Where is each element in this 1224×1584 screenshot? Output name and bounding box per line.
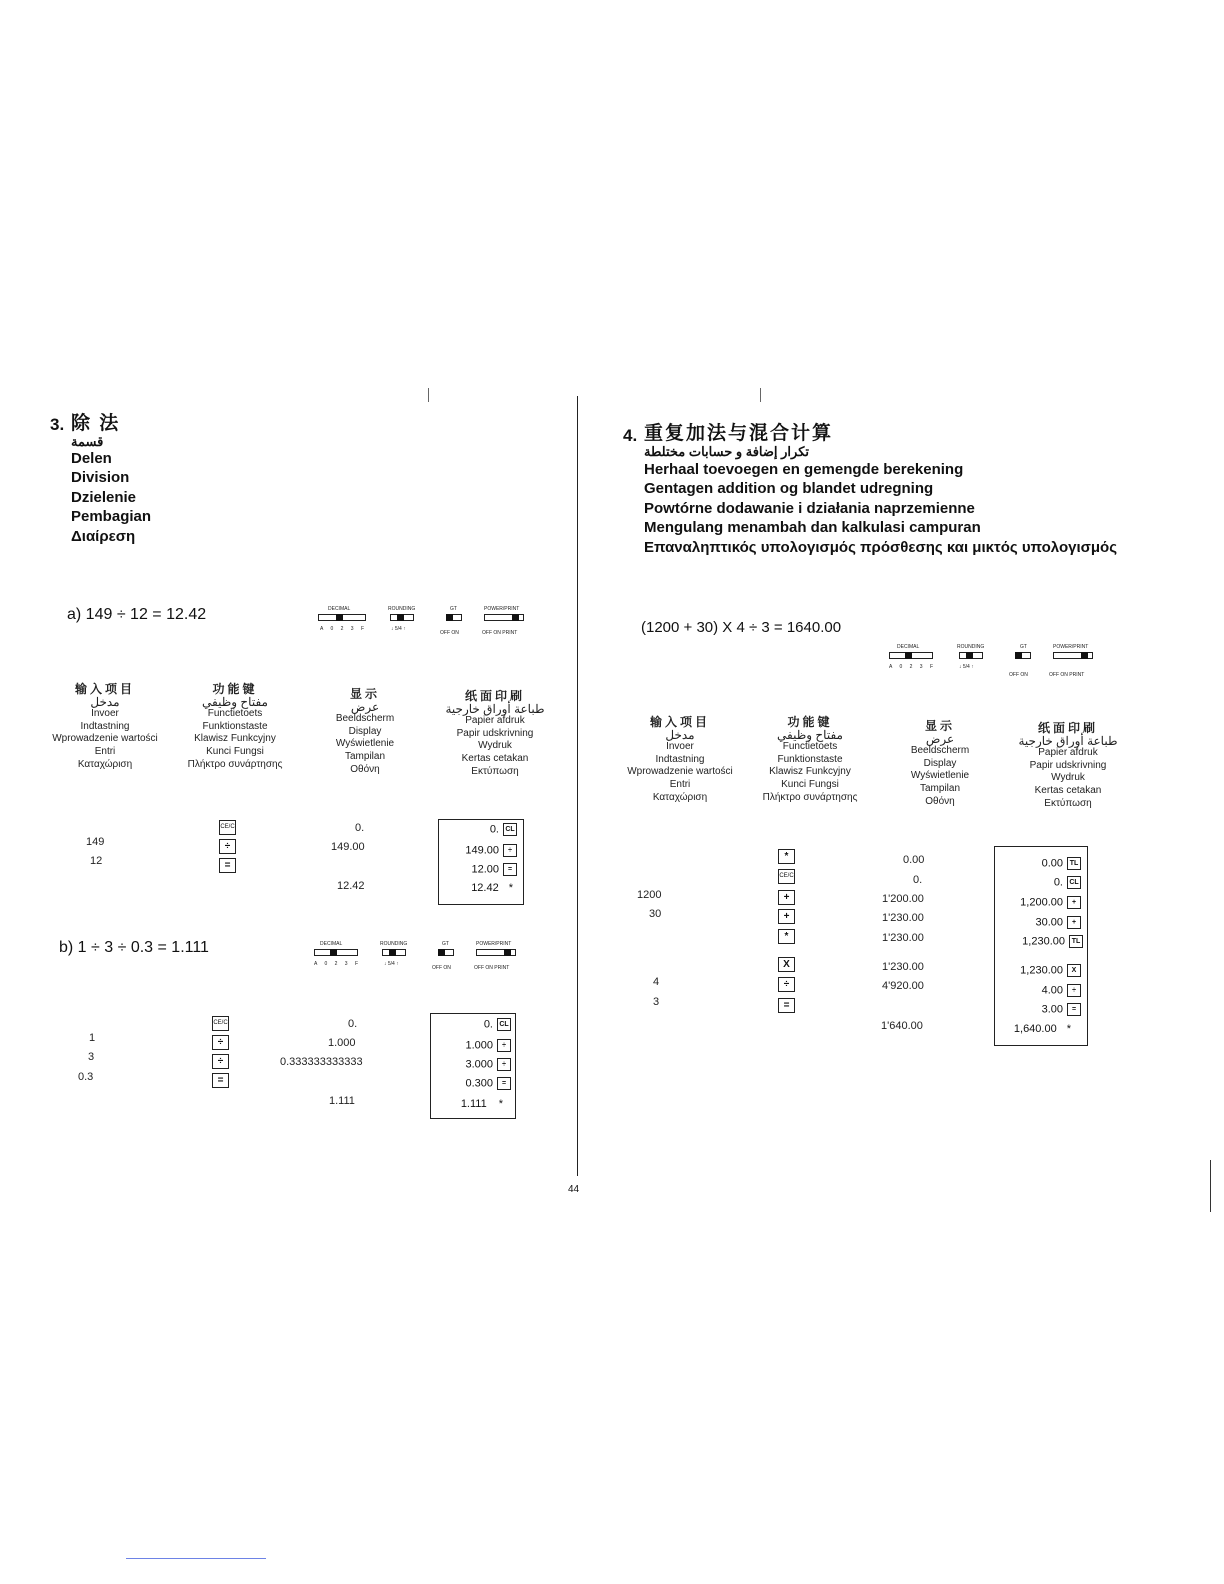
title-danish: Division [71, 469, 130, 486]
header-print-pl: Wydruk [1051, 772, 1085, 784]
title-greek: Διαίρεση [71, 527, 136, 545]
key-total: * [778, 929, 795, 944]
title-chinese: 除 法 [71, 413, 121, 434]
rounding-knob [966, 652, 973, 659]
title-arabic: قسمة [71, 433, 104, 449]
power-knob [512, 614, 519, 621]
key-divide: ÷ [219, 839, 236, 854]
header-print-nl: Papier afdruk [465, 715, 525, 727]
header-display-ar: عرض [925, 731, 955, 746]
title-greek: Επαναληπτικός υπολογισμός πρόσθεσης και μικτός υπολογισμός [644, 538, 1118, 556]
header-print-id: Kertas cetakan [1034, 784, 1102, 796]
print-tape [994, 846, 1088, 1046]
title-danish: Gentagen addition og blandet udregning [644, 480, 934, 497]
display-value: 1.000 [328, 1037, 356, 1049]
gt-label: GT [450, 606, 457, 612]
tape-key: = [497, 1077, 511, 1090]
input-value: 3 [88, 1051, 95, 1063]
header-function-da: Funktionstaste [777, 753, 843, 765]
power-label: POWER/PRINT [1053, 644, 1089, 650]
gt-label: GT [442, 941, 449, 947]
display-value: 0. [355, 822, 365, 834]
decimal-knob [330, 949, 337, 956]
power-ticks: OFF ON PRINT [482, 630, 518, 636]
tape-key: CL [1067, 876, 1081, 889]
header-function-el: Πλήκτρο συνάρτησης [762, 791, 858, 803]
tape-line: 3.000 ÷ [465, 1058, 511, 1071]
header-function-ar: مفتاح وظيفي [202, 694, 268, 709]
header-print-zh: 纸面印刷 [464, 689, 525, 703]
input-value: 149 [86, 836, 105, 848]
key-divide: ÷ [212, 1054, 229, 1069]
key-divide: ÷ [778, 977, 795, 992]
header-function-pl: Klawisz Funkcyjny [194, 733, 276, 745]
header-input-ar: مدخل [90, 694, 120, 709]
decimal-label: DECIMAL [328, 606, 351, 612]
header-print-el: Εκτύπωση [471, 765, 519, 777]
header-input-nl: Invoer [666, 741, 694, 753]
display-value: 0. [348, 1018, 358, 1030]
gt-knob [1015, 652, 1022, 659]
key-multiply: X [778, 957, 795, 972]
input-value: 3 [653, 996, 660, 1008]
header-print-el: Εκτύπωση [1044, 797, 1092, 809]
example-a-equation: a) 149 ÷ 12 = 12.42 [67, 606, 207, 623]
tape-line: 0.300 = [465, 1077, 511, 1090]
header-input-el: Καταχώριση [652, 791, 708, 803]
header-function-id: Kunci Fungsi [206, 745, 264, 757]
key-ce-c: CE/C [778, 869, 795, 884]
tape-line: 30.00 + [1035, 916, 1081, 929]
tape-key: = [1067, 1003, 1081, 1016]
tape-line: 1.111 * [460, 1098, 503, 1110]
display-value: 149.00 [331, 841, 365, 853]
tape-key: TL [1069, 935, 1083, 948]
tape-key: ÷ [503, 844, 517, 857]
header-input [615, 716, 745, 804]
print-tape [430, 1013, 516, 1119]
tape-line: 12.42 * [471, 882, 513, 894]
header-display-pl: Wyświetlenie [910, 770, 970, 782]
header-display-id: Tampilan [344, 750, 386, 762]
print-tape [438, 819, 524, 905]
header-print [1003, 722, 1133, 810]
tape-line: 0. CL [484, 1018, 511, 1031]
input-value: 0.3 [78, 1071, 94, 1083]
tape-line: 4.00 ÷ [1042, 984, 1081, 997]
gt-knob [446, 614, 453, 621]
power-knob [1081, 652, 1088, 659]
key-equals: = [778, 998, 795, 1013]
key-equals: = [212, 1073, 229, 1088]
display-value: 1'230.00 [882, 961, 924, 973]
tape-line: 1.000 ÷ [465, 1039, 511, 1052]
title-chinese: 重复加法与混合计算 [644, 423, 834, 444]
display-value: 1'640.00 [881, 1020, 923, 1032]
header-display-zh: 显示 [349, 687, 380, 701]
header-function-id: Kunci Fungsi [781, 778, 839, 790]
header-display-zh: 显示 [924, 719, 955, 733]
tape-key: TL [1067, 857, 1081, 870]
header-input-zh: 输入项目 [74, 682, 135, 696]
tape-key: CL [503, 823, 517, 836]
switch-panel [887, 644, 1117, 684]
header-display-nl: Beeldscherm [910, 745, 970, 757]
title-dutch: Delen [71, 449, 112, 467]
header-print-da: Papir udskrivning [1029, 759, 1107, 771]
decimal-label: DECIMAL [320, 941, 343, 947]
header-function-da: Funktionstaste [202, 720, 268, 732]
header-function-ar: مفتاح وظيفي [777, 727, 843, 742]
power-ticks: OFF ON PRINT [474, 965, 510, 971]
display-value: 4'920.00 [882, 980, 924, 992]
key-ce-c: CE/C [219, 820, 236, 835]
scan-edge-mark [1210, 1160, 1211, 1212]
display-value: 0.333333333333 [280, 1056, 363, 1068]
header-display-el: Οθόνη [925, 795, 955, 807]
power-knob [504, 949, 511, 956]
tape-line: 3.00 = [1042, 1003, 1081, 1016]
header-display [305, 688, 425, 776]
display-value: 1'230.00 [882, 912, 924, 924]
header-input-ar: مدخل [665, 727, 695, 742]
display-value: 12.42 [337, 880, 365, 892]
power-label: POWER/PRINT [476, 941, 512, 947]
section-titles [71, 414, 151, 546]
gt-ticks: OFF ON [1009, 672, 1028, 678]
key-equals: = [219, 858, 236, 873]
header-display-nl: Beeldscherm [335, 713, 395, 725]
display-value: 1.111 [329, 1095, 355, 1107]
title-indonesian: Mengulang menambah dan kalkulasi campuran [644, 519, 981, 536]
header-print [430, 690, 560, 778]
header-print-nl: Papier afdruk [1038, 747, 1098, 759]
tape-line: 1,230.00 TL [1022, 935, 1083, 948]
tape-key: * [1066, 1023, 1071, 1035]
section-number: 3. [50, 415, 65, 434]
display-value: 0.00 [903, 854, 925, 866]
input-value: 30 [649, 908, 662, 920]
header-function-el: Πλήκτρο συνάρτησης [187, 758, 283, 770]
tape-key: X [1067, 964, 1081, 977]
tape-line: 1,200.00 + [1020, 896, 1081, 909]
decimal-ticks: A 0 2 3 F [320, 626, 368, 632]
title-polish: Dzielenie [71, 488, 137, 506]
decimal-label: DECIMAL [897, 644, 920, 650]
rounding-knob [389, 949, 396, 956]
display-value: 1'230.00 [882, 932, 924, 944]
header-function-zh: 功能键 [787, 715, 833, 729]
header-input [40, 683, 170, 771]
decimal-ticks: A 0 2 3 F [889, 664, 937, 670]
header-function-nl: Functietoets [207, 708, 263, 720]
title-arabic: تكرار إضافة و حسابات مختلطة [644, 443, 810, 459]
power-label: POWER/PRINT [484, 606, 520, 612]
tape-line: 0.00 TL [1042, 857, 1081, 870]
header-input-da: Indtastning [655, 753, 705, 765]
header-print-ar: طباعة أوراق خارجية [1018, 733, 1118, 748]
header-function-pl: Klawisz Funkcyjny [769, 766, 851, 778]
tape-key: ÷ [497, 1058, 511, 1071]
input-value: 1 [89, 1032, 96, 1044]
tape-key: ÷ [1067, 984, 1081, 997]
tape-key: * [498, 1098, 503, 1110]
header-function [745, 716, 875, 804]
title-dutch: Herhaal toevoegen en gemengde berekening [644, 460, 964, 478]
input-value: 12 [90, 855, 103, 867]
tape-key: ÷ [497, 1039, 511, 1052]
display-value: 0. [913, 874, 923, 886]
header-display-id: Tampilan [919, 782, 961, 794]
header-input-pl: Wprowadzenie wartości [52, 733, 158, 745]
switch-panel [316, 606, 546, 646]
key-plus: + [778, 909, 795, 924]
header-input-id: Entri [94, 745, 116, 757]
example-b-equation: b) 1 ÷ 3 ÷ 0.3 = 1.111 [59, 939, 209, 956]
input-value: 1200 [637, 889, 662, 901]
rounding-label: ROUNDING [388, 606, 416, 612]
header-function-zh: 功能键 [212, 682, 258, 696]
header-input-zh: 输入项目 [649, 715, 710, 729]
header-print-zh: 纸面印刷 [1037, 721, 1098, 735]
rounding-label: ROUNDING [957, 644, 985, 650]
header-input-nl: Invoer [91, 708, 119, 720]
tape-key: * [508, 882, 513, 894]
gt-label: GT [1020, 644, 1027, 650]
decimal-knob [905, 652, 912, 659]
page-divider [577, 396, 578, 1176]
header-input-id: Entri [669, 778, 691, 790]
footer-link-underline [126, 1558, 266, 1559]
tape-line: 0. CL [490, 823, 517, 836]
rounding-label: ROUNDING [380, 941, 408, 947]
header-print-id: Kertas cetakan [461, 752, 529, 764]
gt-knob [438, 949, 445, 956]
key-plus: + [778, 890, 795, 905]
power-ticks: OFF ON PRINT [1049, 672, 1085, 678]
tape-line: 1,640.00 * [1013, 1023, 1071, 1035]
decimal-knob [336, 614, 343, 621]
section-number: 4. [623, 426, 638, 445]
decimal-ticks: A 0 2 3 F [314, 961, 362, 967]
header-display-ar: عرض [350, 699, 380, 714]
tape-key: = [503, 863, 517, 876]
header-display-pl: Wyświetlenie [335, 738, 395, 750]
rounding-ticks: ↓ 5/4 ↑ [959, 664, 974, 670]
section-titles [644, 424, 1117, 557]
key-total: * [778, 849, 795, 864]
header-display-da: Display [348, 725, 382, 737]
tape-key: + [1067, 916, 1081, 929]
header-display [880, 720, 1000, 808]
display-value: 1'200.00 [882, 893, 924, 905]
header-display-da: Display [923, 757, 957, 769]
title-indonesian: Pembagian [71, 508, 152, 525]
header-input-pl: Wprowadzenie wartości [627, 766, 733, 778]
title-polish: Powtórne dodawanie i działania naprzemienne [644, 499, 975, 517]
tape-line: 1,230.00 X [1020, 964, 1081, 977]
gt-ticks: OFF ON [432, 965, 451, 971]
header-function [170, 683, 300, 771]
example-equation: (1200 + 30) X 4 ÷ 3 = 1640.00 [641, 619, 842, 636]
scan-mark [760, 388, 761, 402]
header-print-da: Papir udskrivning [456, 727, 534, 739]
key-ce-c: CE/C [212, 1016, 229, 1031]
header-input-el: Καταχώριση [77, 758, 133, 770]
rounding-ticks: ↓ 5/4 ↑ [384, 961, 399, 967]
switch-panel [312, 941, 542, 981]
gt-ticks: OFF ON [440, 630, 459, 636]
tape-line: 12.00 = [471, 863, 517, 876]
scan-mark [428, 388, 429, 402]
rounding-knob [397, 614, 404, 621]
tape-key: CL [497, 1018, 511, 1031]
header-print-pl: Wydruk [478, 740, 512, 752]
header-function-nl: Functietoets [782, 741, 838, 753]
tape-line: 149.00 ÷ [465, 844, 517, 857]
rounding-ticks: ↓ 5/4 ↑ [391, 626, 406, 632]
input-value: 4 [653, 976, 660, 988]
tape-line: 0. CL [1054, 876, 1081, 889]
page-number: 44 [568, 1184, 580, 1195]
header-print-ar: طباعة أوراق خارجية [445, 701, 545, 716]
header-display-el: Οθόνη [350, 763, 380, 775]
tape-key: + [1067, 896, 1081, 909]
key-divide: ÷ [212, 1035, 229, 1050]
header-input-da: Indtastning [80, 720, 130, 732]
